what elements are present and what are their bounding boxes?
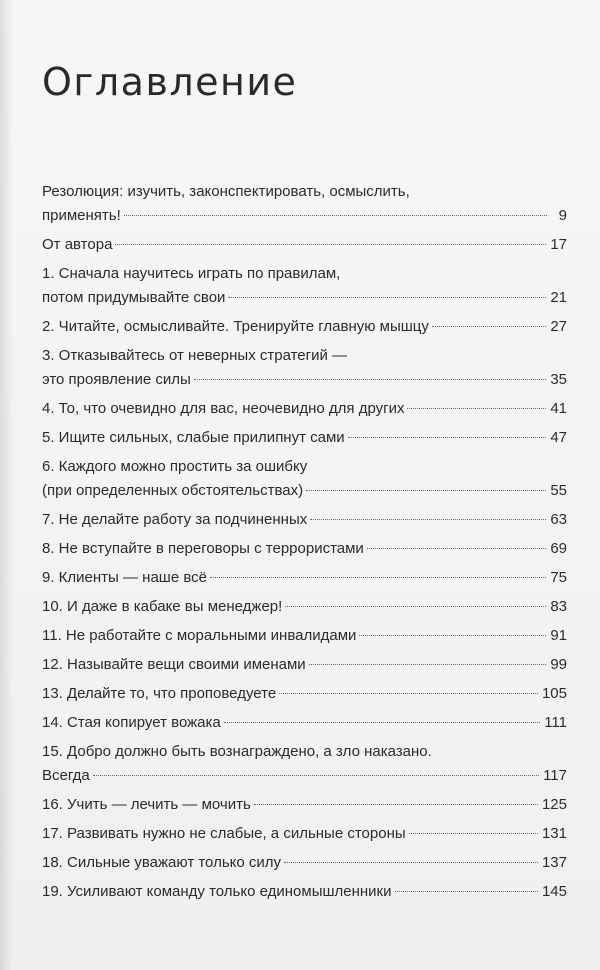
dot-leader xyxy=(115,244,546,245)
toc-entry xyxy=(42,397,567,421)
toc-entry-line xyxy=(42,315,567,339)
toc-page-number: 145 xyxy=(541,883,567,900)
toc-entry xyxy=(42,653,567,677)
toc-page-number: 41 xyxy=(550,400,567,417)
toc-entry-title: это проявление силы xyxy=(42,371,191,388)
dot-leader xyxy=(194,379,547,380)
toc-entry xyxy=(42,624,567,648)
dot-leader xyxy=(224,722,540,723)
toc-page-number: 9 xyxy=(558,207,567,224)
page-title: Оглавление xyxy=(42,60,298,104)
toc-entry-line xyxy=(42,508,567,532)
toc-entry-line xyxy=(42,479,567,503)
toc-entry-line xyxy=(42,286,567,310)
toc-entry-title: 17. Развивать нужно не слабые, а сильные стороны xyxy=(42,825,406,842)
dot-leader xyxy=(285,606,546,607)
toc-page-number: 111 xyxy=(544,714,567,731)
toc-entry xyxy=(42,455,567,503)
toc-page-number: 105 xyxy=(541,685,567,702)
toc-entry xyxy=(42,880,567,904)
dot-leader xyxy=(407,408,546,409)
toc-entry xyxy=(42,822,567,846)
toc-entry-title: 3. Отказывайтесь от неверных стратегий — xyxy=(42,347,348,364)
toc-entry-title: применять! xyxy=(42,207,121,224)
toc-entry xyxy=(42,344,567,392)
toc-entry xyxy=(42,711,567,735)
toc-entry-line xyxy=(42,397,567,421)
toc-entry-line xyxy=(42,233,567,257)
toc-entry-line xyxy=(42,537,567,561)
toc-entry-title: 10. И даже в кабаке вы менеджер! xyxy=(42,598,283,615)
dot-leader xyxy=(409,833,538,834)
dot-leader xyxy=(228,297,546,298)
toc-entry-line xyxy=(42,426,567,450)
toc-entry-line xyxy=(42,653,567,677)
toc-entry-title: 13. Делайте то, что проповедуете xyxy=(42,685,277,702)
toc-entry xyxy=(42,595,567,619)
toc-page-number: 27 xyxy=(550,318,567,335)
toc-page-number: 63 xyxy=(550,511,567,528)
toc-entry xyxy=(42,262,567,310)
toc-page-number: 117 xyxy=(543,767,567,784)
spine-shadow xyxy=(0,0,14,970)
toc-entry-title: 18. Сильные уважают только силу xyxy=(42,854,282,871)
dot-leader xyxy=(432,326,546,327)
toc-entry-title: 5. Ищите сильных, слабые прилипнут сами xyxy=(42,429,345,446)
toc-entry-line xyxy=(42,344,567,368)
dot-leader xyxy=(348,437,547,438)
toc-page-number: 99 xyxy=(550,656,567,673)
toc-entry xyxy=(42,508,567,532)
toc-entry-title: 1. Сначала научитесь играть по правилам, xyxy=(42,265,341,282)
dot-leader xyxy=(210,577,546,578)
toc-page-number: 17 xyxy=(550,236,567,253)
toc-entry-line xyxy=(42,851,567,875)
dot-leader xyxy=(359,635,546,636)
toc-entry-title: От автора xyxy=(42,236,113,253)
toc-entry-title: 9. Клиенты — наше всё xyxy=(42,569,207,586)
dot-leader xyxy=(309,664,547,665)
toc-entry-title: Резолюция: изучить, законспектировать, осмыслить, xyxy=(42,183,410,200)
toc-page-number: 47 xyxy=(550,429,567,446)
toc-page-number: 131 xyxy=(541,825,567,842)
toc-entry-line xyxy=(42,204,567,228)
toc-page-number: 83 xyxy=(550,598,567,615)
table-of-contents xyxy=(42,180,567,904)
toc-page-number: 137 xyxy=(541,854,567,871)
toc-entry xyxy=(42,793,567,817)
toc-page-number: 55 xyxy=(550,482,567,499)
toc-entry-title: 7. Не делайте работу за подчиненных xyxy=(42,511,308,528)
toc-entry-line xyxy=(42,740,567,764)
toc-page-number: 21 xyxy=(550,289,567,306)
toc-entry xyxy=(42,233,567,257)
toc-entry xyxy=(42,315,567,339)
toc-entry-line xyxy=(42,595,567,619)
dot-leader xyxy=(254,804,538,805)
toc-entry-title: 15. Добро должно быть вознаграждено, а зло наказано. xyxy=(42,743,432,760)
toc-entry-line xyxy=(42,262,567,286)
toc-entry-title: 16. Учить — лечить — мочить xyxy=(42,796,251,813)
toc-entry xyxy=(42,740,567,788)
toc-entry-line xyxy=(42,682,567,706)
toc-entry-title: 6. Каждого можно простить за ошибку xyxy=(42,458,308,475)
toc-entry-title: Всегда xyxy=(42,767,90,784)
toc-entry-line xyxy=(42,566,567,590)
toc-entry xyxy=(42,426,567,450)
dot-leader xyxy=(395,891,538,892)
dot-leader xyxy=(306,490,546,491)
toc-entry-line xyxy=(42,880,567,904)
dot-leader xyxy=(367,548,547,549)
toc-entry-title: потом придумывайте свои xyxy=(42,289,226,306)
dot-leader xyxy=(124,215,547,216)
toc-entry xyxy=(42,566,567,590)
toc-entry-line xyxy=(42,764,567,788)
toc-page-number: 75 xyxy=(550,569,567,586)
toc-page-number: 35 xyxy=(550,371,567,388)
dot-leader xyxy=(279,693,538,694)
toc-entry xyxy=(42,851,567,875)
toc-entry-line xyxy=(42,368,567,392)
toc-entry xyxy=(42,682,567,706)
toc-entry-title: 14. Стая копирует вожака xyxy=(42,714,221,731)
toc-page-number: 91 xyxy=(550,627,567,644)
toc-entry-line xyxy=(42,793,567,817)
dot-leader xyxy=(284,862,538,863)
toc-page-number: 69 xyxy=(550,540,567,557)
toc-entry-line xyxy=(42,180,567,204)
toc-entry-title: 19. Усиливают команду только единомышленники xyxy=(42,883,392,900)
toc-entry-title: 8. Не вступайте в переговоры с террористами xyxy=(42,540,364,557)
toc-page-number: 125 xyxy=(541,796,567,813)
toc-entry-title: (при определенных обстоятельствах) xyxy=(42,482,304,499)
toc-entry-title: 11. Не работайте с моральными инвалидами xyxy=(42,627,357,644)
dot-leader xyxy=(310,519,546,520)
toc-entry-line xyxy=(42,711,567,735)
toc-entry-line xyxy=(42,624,567,648)
toc-entry xyxy=(42,180,567,228)
toc-entry-title: 12. Называйте вещи своими именами xyxy=(42,656,306,673)
toc-entry-line xyxy=(42,455,567,479)
toc-entry xyxy=(42,537,567,561)
dot-leader xyxy=(93,775,539,776)
toc-entry-title: 2. Читайте, осмысливайте. Тренируйте главную мышцу xyxy=(42,318,429,335)
toc-entry-title: 4. То, что очевидно для вас, неочевидно для других xyxy=(42,400,405,417)
toc-entry-line xyxy=(42,822,567,846)
